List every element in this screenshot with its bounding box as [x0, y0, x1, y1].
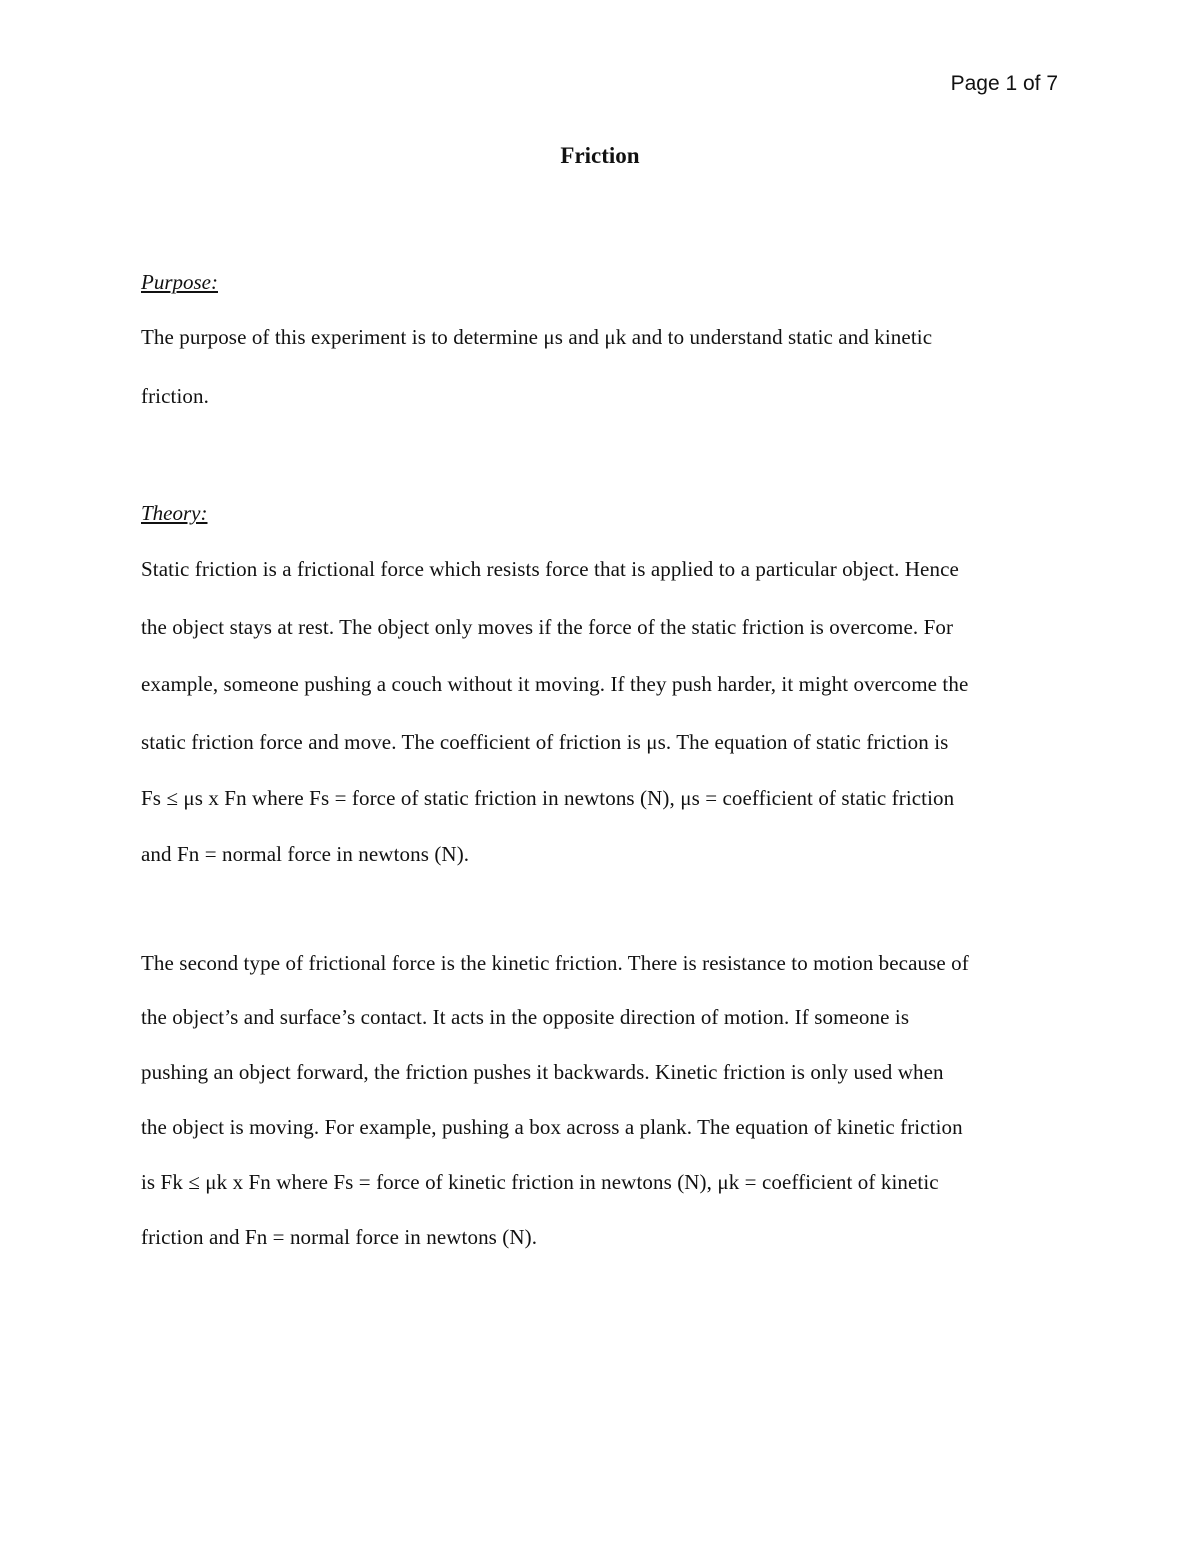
theory-paragraph2-line: The second type of frictional force is the kinetic friction. There is resistance to motion because of — [141, 951, 969, 975]
theory-paragraph2-line: the object’s and surface’s contact. It acts in the opposite direction of motion. If someone is — [141, 1005, 910, 1029]
theory-paragraph2-line: the object is moving. For example, pushing a box across a plank. The equation of kinetic friction — [141, 1115, 963, 1139]
kinetic-friction-equation-line: is Fk ≤ μk x Fn where Fs = force of kinetic friction in newtons (N), μk = coefficient of kinetic — [141, 1170, 939, 1194]
static-friction-equation-line: Fs ≤ μs x Fn where Fs = force of static friction in newtons (N), μs = coefficient of static friction — [141, 786, 955, 810]
theory-paragraph1-line: the object stays at rest. The object only moves if the force of the static friction is overcome. For — [141, 615, 954, 639]
document-title: Friction — [560, 143, 640, 168]
theory-paragraph1-line: static friction force and move. The coefficient of friction is μs. The equation of static friction is — [141, 730, 949, 754]
theory-paragraph1-line: example, someone pushing a couch without it moving. If they push harder, it might overcome the — [141, 672, 969, 696]
theory-paragraph2-line: pushing an object forward, the friction pushes it backwards. Kinetic friction is only used when — [141, 1060, 944, 1084]
theory-heading: Theory: — [141, 501, 208, 525]
purpose-line: friction. — [141, 384, 209, 408]
purpose-line: The purpose of this experiment is to determine μs and μk and to understand static and kinetic — [141, 325, 933, 349]
theory-paragraph2-line: friction and Fn = normal force in newtons (N). — [141, 1225, 538, 1249]
theory-paragraph1-line: and Fn = normal force in newtons (N). — [141, 842, 470, 866]
page-number: Page 1 of 7 — [950, 72, 1058, 95]
purpose-heading: Purpose: — [141, 270, 218, 294]
theory-paragraph1-line: Static friction is a frictional force which resists force that is applied to a particular object. Hence — [141, 557, 959, 581]
